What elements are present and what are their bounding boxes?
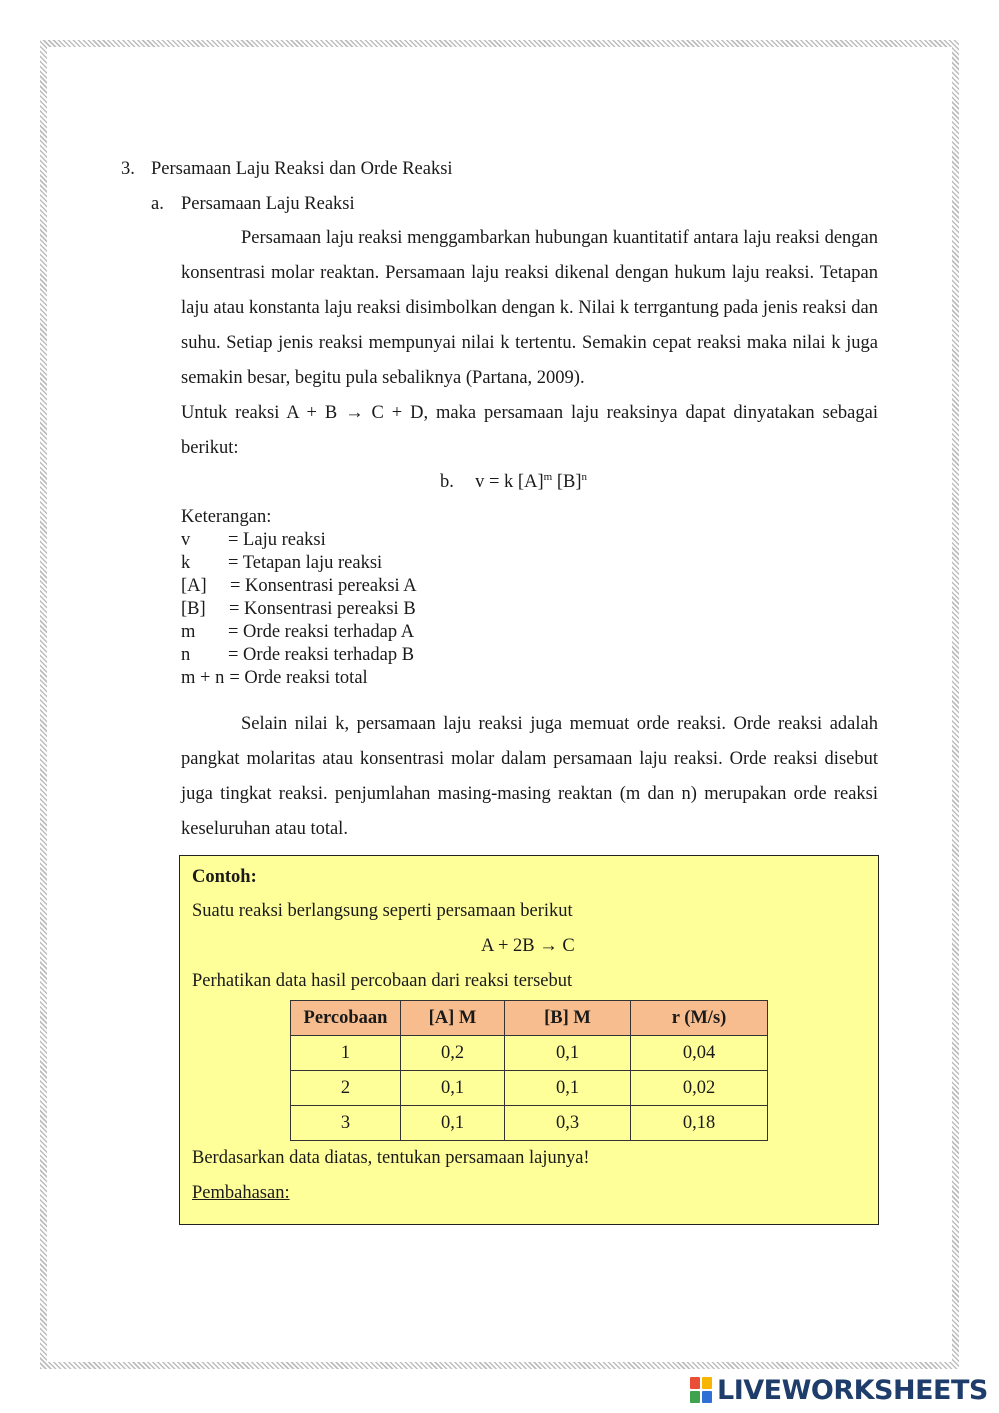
logo-square-red	[690, 1377, 700, 1389]
logo-square-blue	[702, 1391, 712, 1403]
exponent-m: m	[543, 471, 553, 483]
table-cell: 0,2	[401, 1036, 505, 1071]
table-row	[291, 1071, 768, 1106]
equation-mid: [B]	[552, 472, 582, 492]
table-cell: 0,18	[631, 1106, 768, 1141]
experiment-data-table	[290, 1000, 768, 1141]
table-cell: 3	[291, 1106, 401, 1141]
order-paragraph-block	[181, 707, 878, 847]
example-question: Berdasarkan data diatas, tentukan persamaan lajunya!	[192, 1148, 590, 1168]
example-heading: Contoh:	[192, 867, 257, 887]
table-cell: 1	[291, 1036, 401, 1071]
table-row	[291, 1106, 768, 1141]
table-cell: 0,1	[505, 1071, 631, 1106]
keterangan-item: v = Laju reaksi	[181, 530, 326, 550]
equation-label: b.	[440, 472, 454, 492]
liveworksheets-logo	[690, 1375, 988, 1405]
paragraph-reaction-example: Untuk reaksi A + B → C + D, maka persamaan laju reaksinya dapat dinyatakan sebagai berikut:	[181, 403, 878, 458]
intro-paragraphs	[181, 221, 878, 466]
keterangan-item: [B] = Konsentrasi pereaksi B	[181, 599, 416, 619]
header-rate: r (M/s)	[631, 1001, 768, 1036]
liveworksheets-logo-text: LIVEWORKSHEETS	[717, 1374, 988, 1406]
logo-square-green	[690, 1391, 700, 1403]
example-data-intro: Perhatikan data hasil percobaan dari reaksi tersebut	[192, 971, 573, 991]
example-reaction: A + 2B → C	[481, 936, 575, 956]
subsection-letter: a.	[151, 194, 164, 214]
table-row	[291, 1036, 768, 1071]
header-percobaan: Percobaan	[291, 1001, 401, 1036]
example-intro: Suatu reaksi berlangsung seperti persamaan berikut	[192, 901, 573, 921]
keterangan-item: n = Orde reaksi terhadap B	[181, 645, 415, 665]
table-cell: 2	[291, 1071, 401, 1106]
paragraph-rate-law-definition: Persamaan laju reaksi menggambarkan hubungan kuantitatif antara laju reaksi dengan konsentrasi molar reaktan. Persamaan laju reaksi dikenal dengan hukum laju reaksi. Tetapan laju atau konstanta laju reaksi disimbolkan dengan k. Nilai k terrgantung pada jenis reaksi dan suhu. Setiap jenis reaksi mempunyai nilai k tertentu. Semakin cepat reaksi maka nilai k juga semakin besar, begitu pula sebaliknya (Partana, 2009).	[181, 228, 878, 388]
table-cell: 0,3	[505, 1106, 631, 1141]
paragraph-reaction-order: Selain nilai k, persamaan laju reaksi juga memuat orde reaksi. Orde reaksi adalah pangkat molaritas atau konsentrasi molar dalam persamaan laju reaksi. Orde reaksi disebut juga tingkat reaksi. penjumlahan masing-masing reaktan (m dan n) merupakan orde reaksi keseluruhan atau total.	[181, 714, 878, 839]
equation-base: v = k [A]	[475, 472, 544, 492]
header-a-concentration: [A] M	[401, 1001, 505, 1036]
exponent-n: n	[581, 471, 587, 483]
table-cell: 0,1	[505, 1036, 631, 1071]
table-header-row	[291, 1001, 768, 1036]
keterangan-item: [A] = Konsentrasi pereaksi A	[181, 576, 417, 596]
keterangan-item: m = Orde reaksi terhadap A	[181, 622, 415, 642]
section-number: 3.	[121, 159, 135, 179]
rate-equation	[440, 471, 587, 493]
liveworksheets-logo-icon	[690, 1377, 714, 1403]
keterangan-heading: Keterangan:	[181, 507, 272, 527]
section-title: Persamaan Laju Reaksi dan Orde Reaksi	[151, 159, 453, 179]
table-cell: 0,1	[401, 1106, 505, 1141]
keterangan-item: m + n = Orde reaksi total	[181, 668, 368, 688]
header-b-concentration: [B] M	[505, 1001, 631, 1036]
logo-square-yellow	[702, 1377, 712, 1389]
table-cell: 0,04	[631, 1036, 768, 1071]
pembahasan-label: Pembahasan:	[192, 1183, 290, 1203]
example-box	[179, 855, 879, 1225]
keterangan-item: k = Tetapan laju reaksi	[181, 553, 383, 573]
table-cell: 0,1	[401, 1071, 505, 1106]
table-cell: 0,02	[631, 1071, 768, 1106]
subsection-title: Persamaan Laju Reaksi	[181, 194, 355, 214]
